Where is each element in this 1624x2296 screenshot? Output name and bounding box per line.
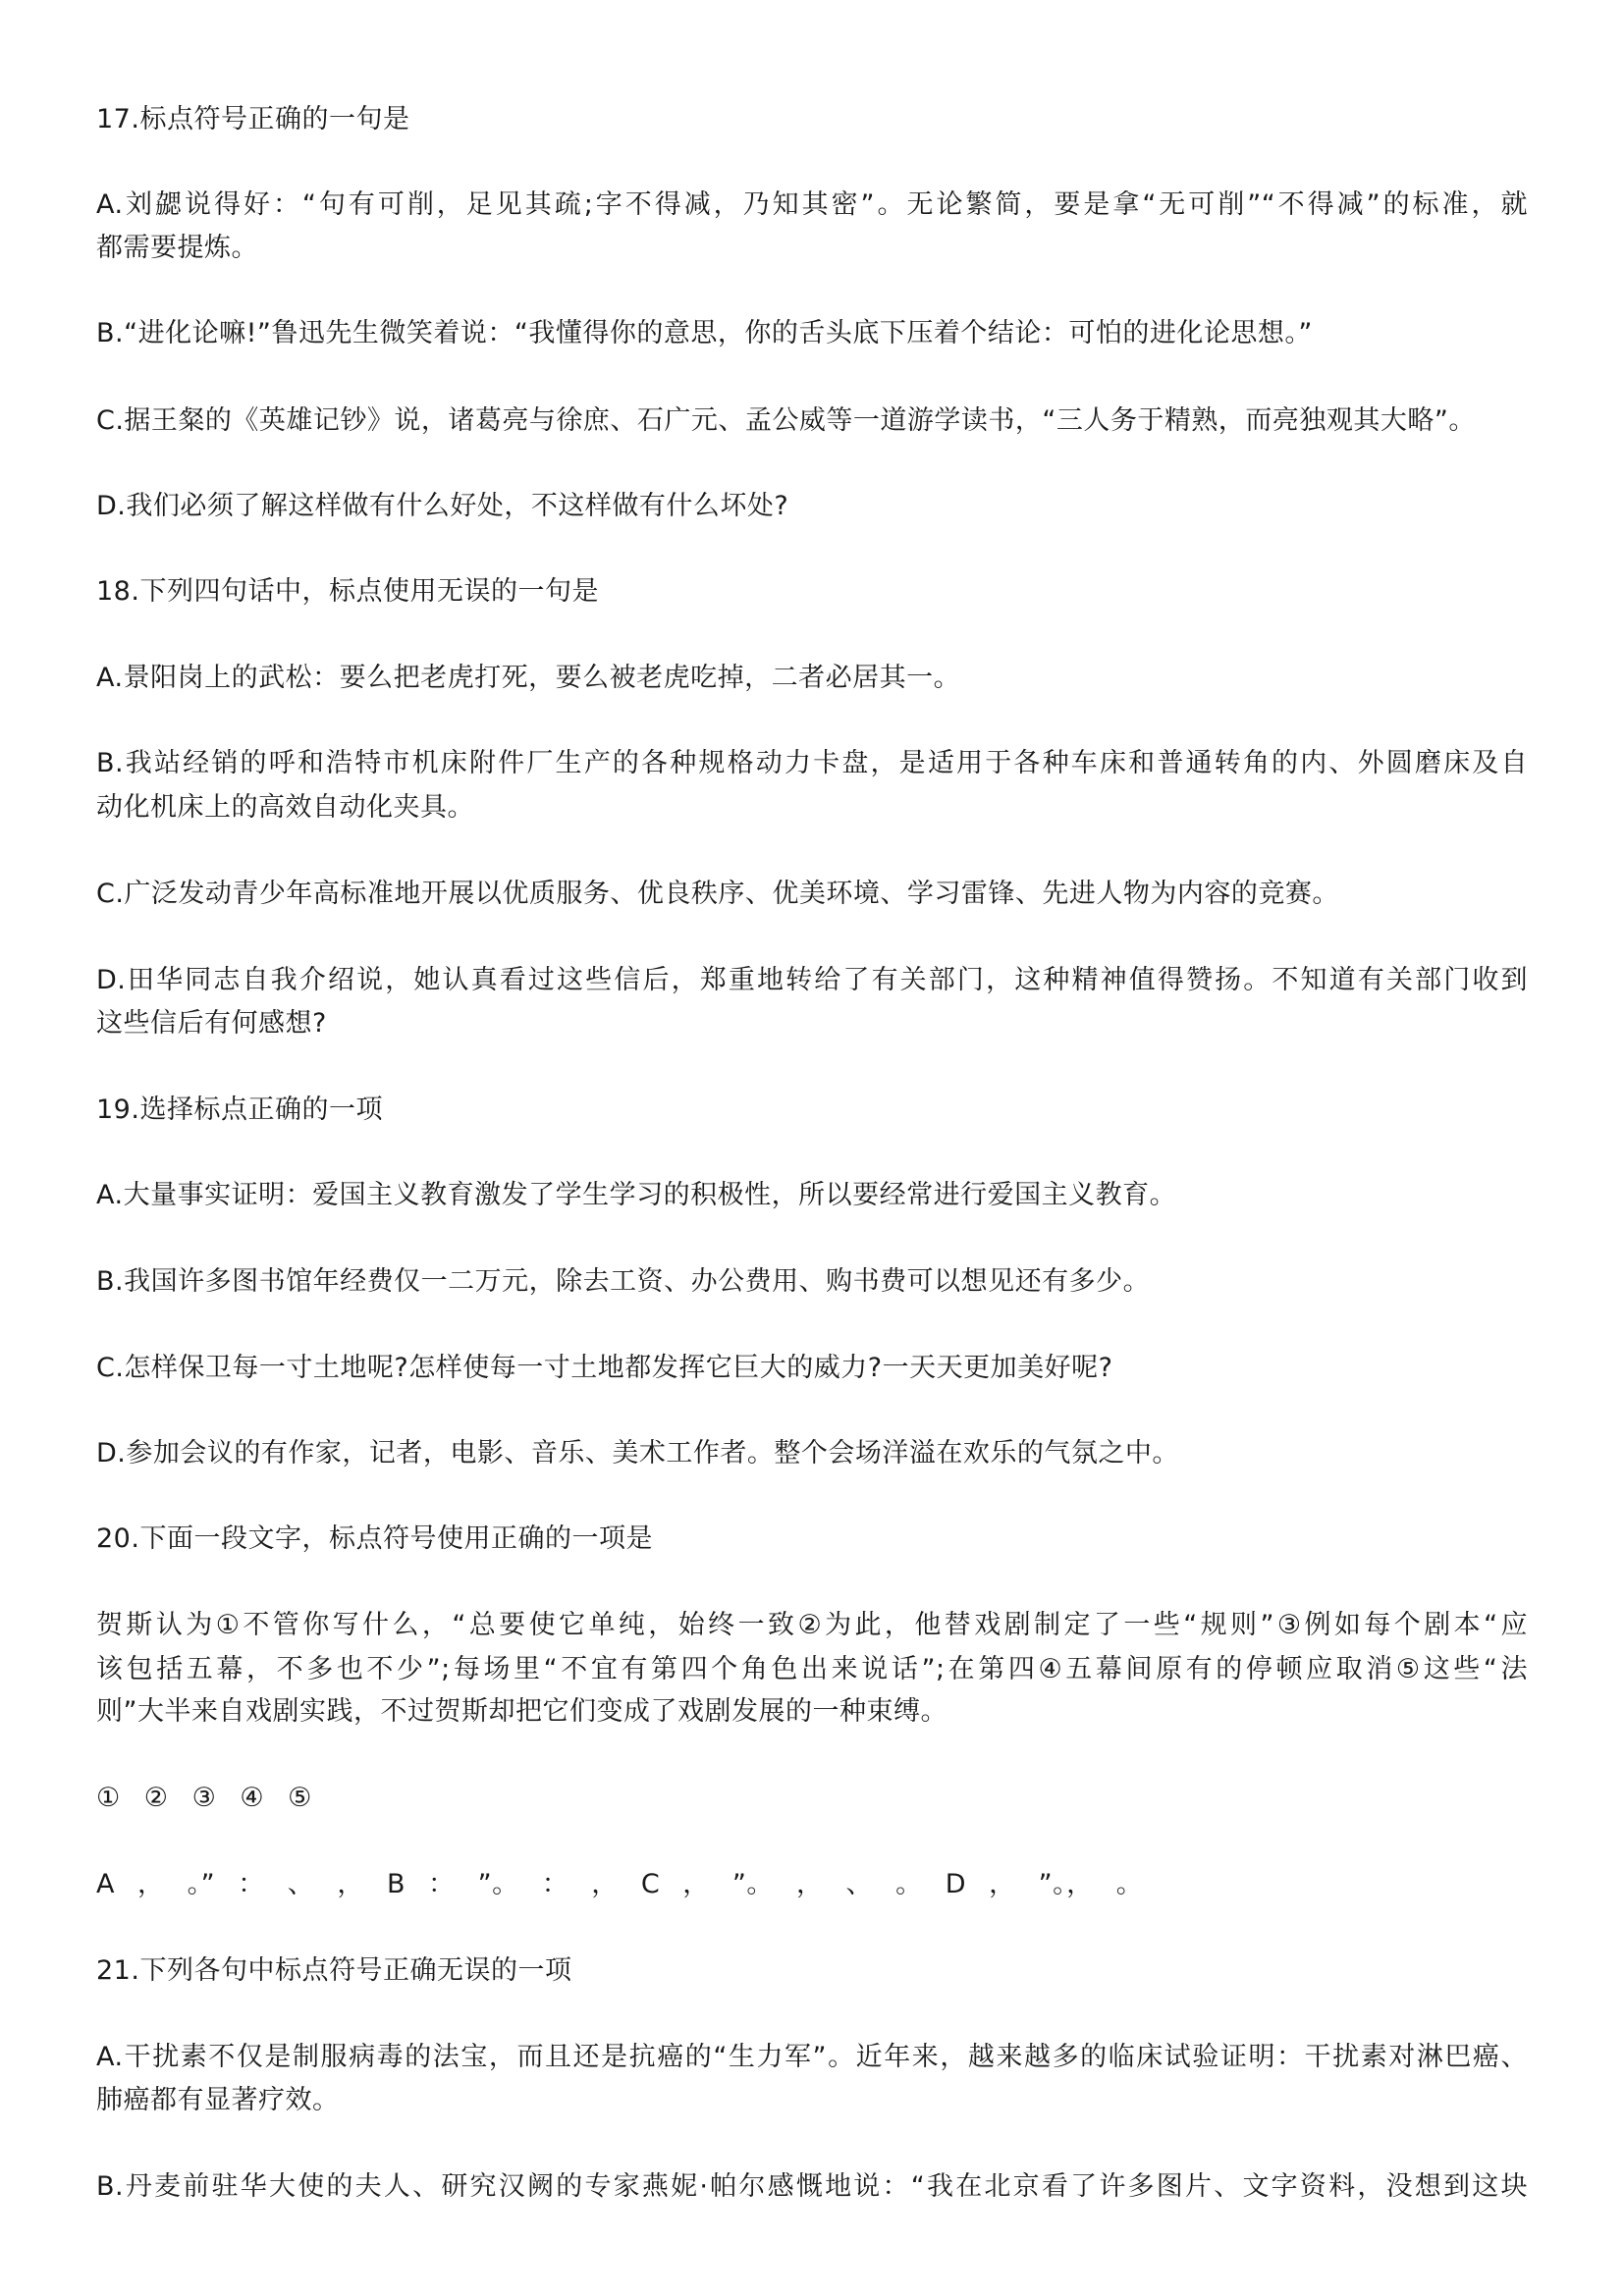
question-20-blank-numbers: ① ② ③ ④ ⑤ bbox=[96, 1783, 320, 1813]
question-21-option-b-line-1: B.丹麦前驻华大使的夫人、研究汉阙的专家燕妮·帕尔感慨地说：“我在北京看了许多图片、文字资料，没想到这块 bbox=[96, 2171, 1528, 2202]
question-20-options: A ， 。” ： 、 ， B ： ”。 ： ， C ， ”。 ， 、 。 D ， ”。， 。 bbox=[96, 1869, 1144, 1899]
question-18-option-a: A.景阳岗上的武松：要么把老虎打死，要么被老虎吃掉，二者必居其一。 bbox=[96, 663, 961, 693]
question-17-option-a-line-2: 都需要提炼。 bbox=[96, 233, 258, 263]
question-18-option-b-line-2: 动化机床上的高效自动化夹具。 bbox=[96, 792, 474, 823]
question-18-option-c: C.广泛发动青少年高标准地开展以优质服务、优良秩序、优美环境、学习雷锋、先进人物为内容的竞赛。 bbox=[96, 879, 1339, 909]
question-19-option-b: B.我国许多图书馆年经费仅一二万元，除去工资、办公费用、购书费可以想见还有多少。 bbox=[96, 1266, 1151, 1297]
question-20-passage-line-3: 则”大半来自戏剧实践，不过贺斯却把它们变成了戏剧发展的一种束缚。 bbox=[96, 1696, 947, 1727]
question-19-option-a: A.大量事实证明：爱国主义教育激发了学生学习的积极性，所以要经常进行爱国主义教育。 bbox=[96, 1180, 1177, 1210]
question-21-stem: 21.下列各句中标点符号正确无误的一项 bbox=[96, 1955, 572, 1986]
question-20-passage-line-2: 该包括五幕，不多也不少”;每场里“不宜有第四个角色出来说话”;在第四④五幕间原有的停顿应取消⑤这些“法 bbox=[96, 1654, 1528, 1684]
question-19-option-d: D.参加会议的有作家，记者，电影、音乐、美术工作者。整个会场洋溢在欢乐的气氛之中。 bbox=[96, 1438, 1179, 1468]
question-21-option-a-line-1: A.干扰素不仅是制服病毒的法宝，而且还是抗癌的“生力军”。近年来，越来越多的临床试验证明：干扰素对淋巴癌、 bbox=[96, 2042, 1528, 2072]
question-18-option-d-line-1: D.田华同志自我介绍说，她认真看过这些信后，郑重地转给了有关部门，这种精神值得赞扬。不知道有关部门收到 bbox=[96, 965, 1528, 995]
question-17-option-d: D.我们必须了解这样做有什么好处，不这样做有什么坏处? bbox=[96, 491, 789, 521]
question-21-option-a-line-2: 肺癌都有显著疗效。 bbox=[96, 2085, 340, 2115]
question-17-stem: 17.标点符号正确的一句是 bbox=[96, 104, 410, 134]
question-18-stem: 18.下列四句话中，标点使用无误的一句是 bbox=[96, 576, 599, 607]
question-17-option-a-line-1: A.刘勰说得好：“句有可削，足见其疏;字不得减，乃知其密”。无论繁简，要是拿“无可削”“不得减”的标准，就 bbox=[96, 189, 1528, 220]
question-18-option-d-line-2: 这些信后有何感想? bbox=[96, 1008, 327, 1039]
question-20-stem: 20.下面一段文字，标点符号使用正确的一项是 bbox=[96, 1523, 653, 1554]
question-17-option-c: C.据王粲的《英雄记钞》说，诸葛亮与徐庶、石广元、孟公威等一道游学读书，“三人务于精熟，而亮独观其大略”。 bbox=[96, 405, 1476, 436]
question-19-stem: 19.选择标点正确的一项 bbox=[96, 1095, 383, 1125]
question-18-option-b-line-1: B.我站经销的呼和浩特市机床附件厂生产的各种规格动力卡盘，是适用于各种车床和普通转角的内、外圆磨床及自 bbox=[96, 748, 1528, 778]
question-17-option-b: B.“进化论嘛!”鲁迅先生微笑着说：“我懂得你的意思，你的舌头底下压着个结论：可怕的进化论思想。” bbox=[96, 318, 1313, 348]
question-19-option-c: C.怎样保卫每一寸土地呢?怎样使每一寸土地都发挥它巨大的威力?一天天更加美好呢? bbox=[96, 1353, 1113, 1383]
question-20-passage-line-1: 贺斯认为①不管你写什么，“总要使它单纯，始终一致②为此，他替戏剧制定了一些“规则”③例如每个剧本“应 bbox=[96, 1610, 1528, 1640]
